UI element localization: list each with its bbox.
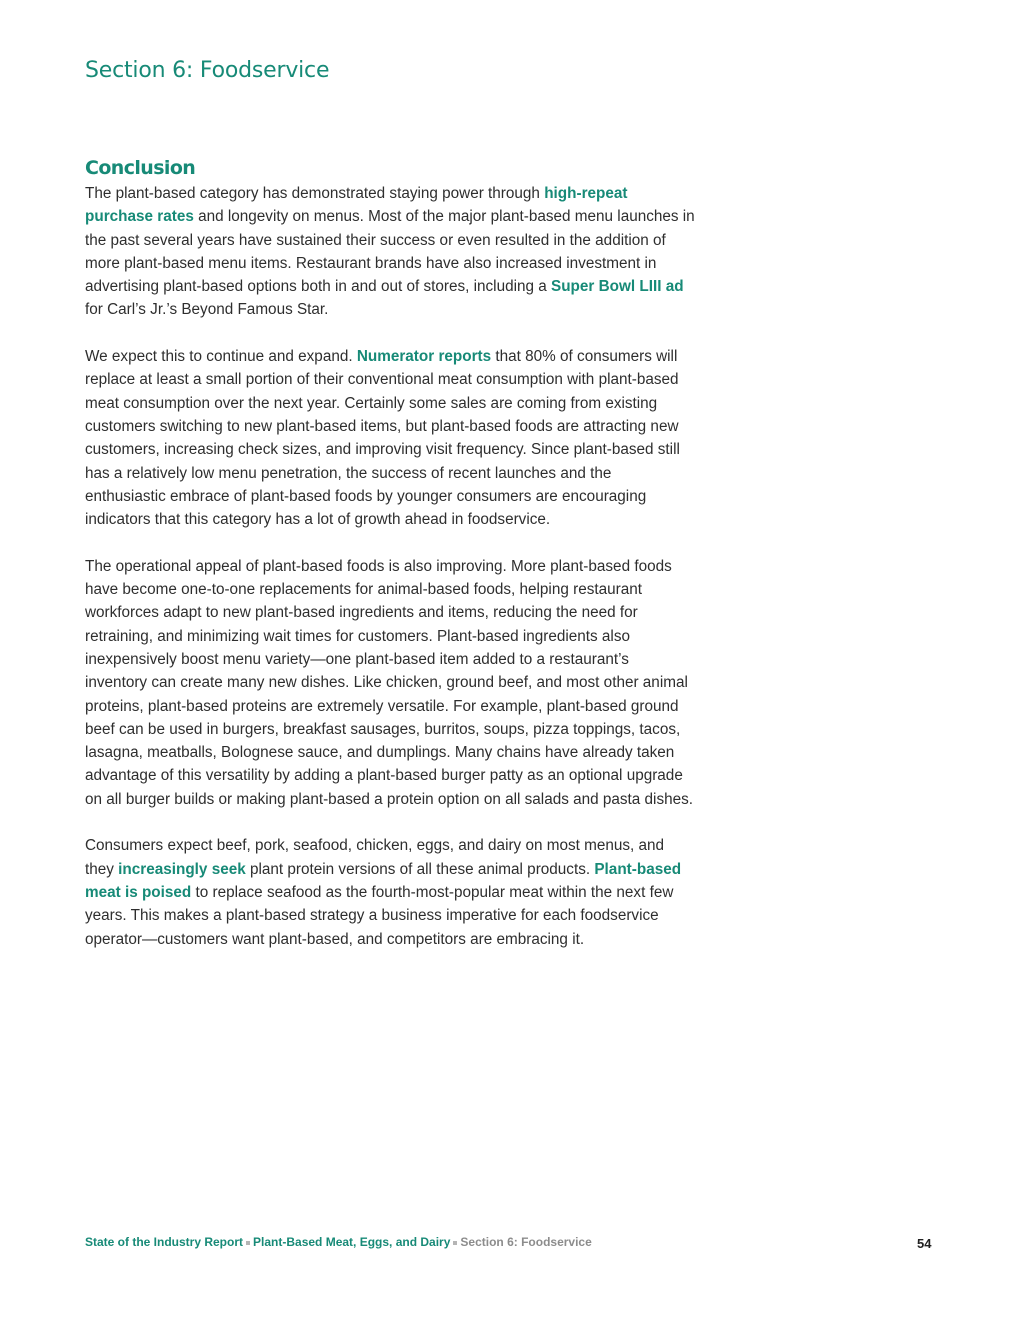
link-super-bowl-ad[interactable]: Super Bowl LIII ad bbox=[551, 278, 684, 296]
footer-section: Section 6: Foodservice bbox=[460, 1235, 592, 1249]
footer-report-title: State of the Industry Report bbox=[85, 1235, 244, 1249]
link-high-repeat-purchase-rates[interactable]: high-repeat purchase rates bbox=[85, 185, 628, 226]
footer-separator bbox=[453, 1241, 457, 1245]
paragraph-2: We expect this to continue and expand. Numerator reports that 80% of consumers will replace at least a small portion of their conventional meat consumption with plant-based meat consumption over the next year. Certainly some sales are coming from existing customers switching to new plant-based items, but plant-based foods are attracting new customers, increasing check sizes, and improving visit frequency. Since plant-based still has a relatively low menu penetration, the success of recent launches and the enthusiastic embrace of plant-based foods by younger consumers are encouraging indicators that this category has a lot of growth ahead in foodservice. bbox=[85, 348, 680, 529]
footer-subject: Plant-Based Meat, Eggs, and Dairy bbox=[253, 1235, 451, 1249]
conclusion-heading: Conclusion bbox=[85, 157, 196, 179]
paragraph-3: The operational appeal of plant-based foods is also improving. More plant-based foods have become one-to-one replacements for animal-based foods, helping restaurant workforces adapt to new plant-based ingredients and items, reducing the need for retraining, and minimizing wait times for customers. Plant-based ingredients also inexpensively boost menu variety—one plant-based item added to a restaurant’s inventory can create many new dishes. Like chicken, ground beef, and most other animal proteins, plant-based proteins are extremely versatile. For example, plant-based ground beef can be used in burgers, breakfast sausages, burritos, soups, pizza toppings, tacos, lasagna, meatballs, Bolognese sauce, and dumplings. Many chains have already taken advantage of this versatility by adding a plant-based burger patty as an optional upgrade on all burger builds or making plant-based a protein option on all salads and pasta dishes. bbox=[85, 557, 694, 808]
footer-separator bbox=[246, 1241, 250, 1245]
paragraph-1: The plant-based category has demonstrated staying power through high-repeat purchase rates and longevity on menus. Most of the major plant-based menu launches in the past several years have sustained their success or even resulted in the addition of more plant-based menu items. Restaurant brands have also increased investment in advertising plant-based options both in and out of stores, including a Super Bowl LIII ad for Carl’s Jr.’s Beyond Famous Star. bbox=[85, 185, 695, 319]
section-title: Section 6: Foodservice bbox=[85, 58, 330, 83]
paragraph-4: Consumers expect beef, pork, seafood, chicken, eggs, and dairy on most menus, and they increasingly seek plant protein versions of all these animal products. Plant-based meat is poised to replace seafood as the fourth-most-popular meat within the next few years. This makes a plant-based strategy a business imperative for each foodservice operator—customers want plant-based, and competitors are embracing it. bbox=[85, 837, 682, 948]
link-numerator-reports[interactable]: Numerator reports bbox=[356, 348, 492, 366]
footer-breadcrumb bbox=[85, 1235, 592, 1249]
page-number: 54 bbox=[917, 1236, 932, 1251]
link-plant-based-meat-poised[interactable]: Plant-based meat is poised bbox=[85, 860, 682, 901]
link-increasingly-seek[interactable]: increasingly seek bbox=[118, 860, 246, 878]
body-text bbox=[85, 182, 695, 974]
